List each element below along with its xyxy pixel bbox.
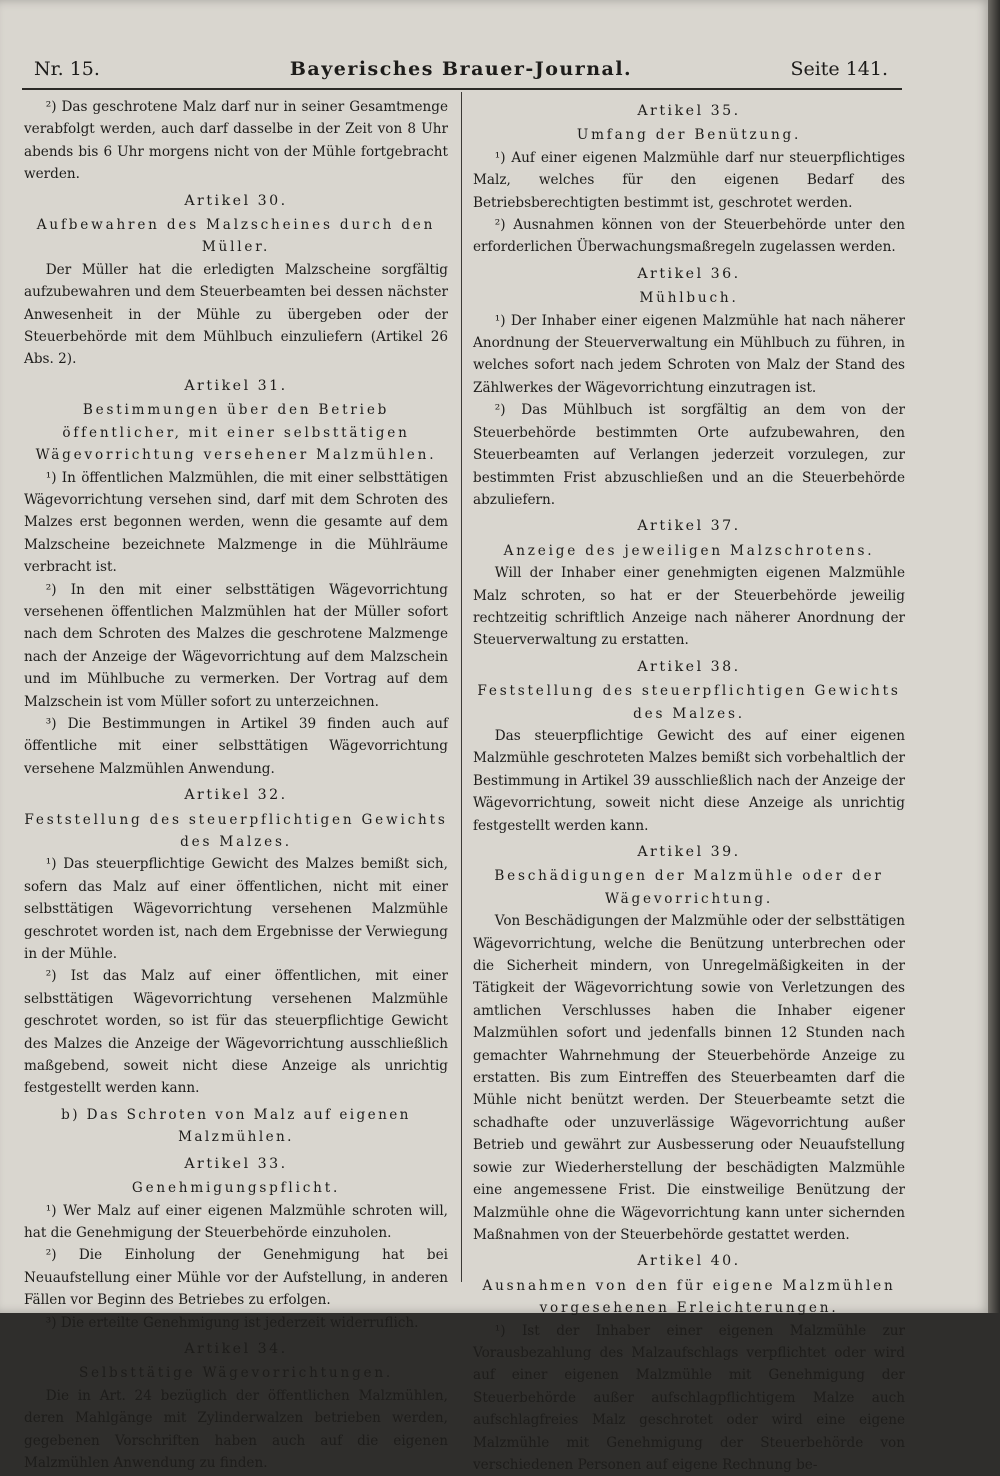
- left-column: [24, 96, 448, 1474]
- paragraph: Will der Inhaber einer genehmigten eigenen Malzmühle Malz schroten, so hat er der Steuerbehörde jeweilig rechtzeitig schriftlich Anzeige nach näherer Anordnung der Steuerverwaltung zu erstatten.: [473, 565, 905, 649]
- article-heading: Artikel 32.: [184, 787, 288, 804]
- article-heading: Artikel 34.: [184, 1340, 288, 1357]
- paragraph: ¹) Ist der Inhaber einer eigenen Malzmühle zur Vorausbezahlung des Malzaufschlags verpflichtet oder wird auf einer eigenen Malzmühle mit Genehmigung der Steuerbehörde außer aufschlagpflichtigem Malze auch aufschlagfreies Malz geschrotet oder wird eine eigene Malzmühle mit Genehmigung der Steuerbehörde von verschiedenen Personen auf eigene Rechnung be-: [473, 1322, 905, 1473]
- paragraph: ²) Die Einholung der Genehmigung hat bei Neuaufstellung einer Mühle vor der Aufstellung, in anderen Fällen vor Beginn des Betriebes zu erfolgen.: [24, 1247, 448, 1309]
- paragraph: ¹) In öffentlichen Malzmühlen, die mit einer selbsttätigen Wägevorrichtung versehen sind, darf mit dem Schroten des Malzes erst begonnen werden, wenn die gesamte auf dem Malzscheine bezeichnete Malzmenge in die Mühlräume verbracht ist.: [24, 469, 448, 576]
- page-number: Seite 141.: [790, 58, 888, 80]
- article-heading: Artikel 39.: [637, 844, 741, 860]
- article-heading: Artikel 36.: [637, 265, 741, 282]
- paragraph: ²) Das Mühlbuch ist sorgfältig an dem von der Steuerbehörde bestimmten Orte aufzubewahren, den Steuerbeamten auf Verlangen jederzeit vorzulegen, zur bestimmten Frist abzuschließen und an die Steuerbehörde abzuliefern.: [473, 402, 905, 508]
- article-title: Feststellung des steuerpflichtigen Gewichts des Malzes.: [477, 683, 901, 722]
- article-heading: Artikel 40.: [637, 1253, 741, 1270]
- issue-number: Nr. 15.: [34, 58, 100, 80]
- column-divider: [461, 92, 462, 1282]
- article-title: Aufbewahren des Malzscheines durch den Müller.: [36, 217, 436, 256]
- paragraph: ²) Ist das Malz auf einer öffentlichen, mit einer selbsttätigen Wägevorrichtung versehenen Malzmühle geschrotet worden, so ist für das steuerpflichtige Gewicht des Malzes die Anzeige der Wägevorrichtung ausschließlich maßgebend, soweit nicht diese Anzeige als unrichtig festgestellt werden kann.: [24, 968, 448, 1097]
- paragraph: ³) Die erteilte Genehmigung ist jederzeit widerruflich.: [45, 1314, 419, 1331]
- article-heading: Artikel 37.: [637, 518, 741, 535]
- page-edge-shadow: [988, 0, 1000, 1313]
- article-heading: Artikel 31.: [184, 377, 288, 394]
- article-heading: Artikel 35.: [637, 103, 741, 119]
- paragraph: ¹) Auf einer eigenen Malzmühle darf nur steuerpflichtiges Malz, welches für den eigenen Bedarf des Betriebsberechtigten bestimmt ist, geschrotet werden.: [473, 149, 905, 211]
- article-title: Selbsttätige Wägevorrichtungen.: [78, 1365, 394, 1382]
- right-column: [473, 96, 905, 1476]
- article-title: Genehmigungspflicht.: [131, 1180, 341, 1197]
- article-title: Mühlbuch.: [639, 290, 739, 307]
- paragraph: Von Beschädigungen der Malzmühle oder der selbsttätigen Wägevorrichtung, welche die Benützung unterbrechen oder die Sicherheit mindern, von Unregelmäßigkeiten in der Tätigkeit der Wägevorrichtung sowie von Verletzungen des amtlichen Verschlusses haben die Inhaber eigener Malzmühlen sofort und jedenfalls binnen 12 Stunden nach gemachter Wahrnehmung der Steuerbehörde Anzeige zu erstatten. Bis zum Eintreffen des Steuerbeamten darf die Mühle nicht benützt werden. Der Steuerbeamte setzt die schadhafte oder unzuverlässige Wägevorrichtung außer Betrieb und gewährt zur Ausbesserung oder Neuaufstellung sowie zur Wiederherstellung der beschädigten Malzmühle eine angemessene Frist. Die einstweilige Benützung der Malzmühle ohne die Wägevorrichtung kann unter sichernden Maßnahmen von der Steuerbehörde gestattet werden.: [473, 913, 905, 1243]
- paragraph: Die in Art. 24 bezüglich der öffentlichen Malzmühlen, deren Mahlgänge mit Zylinderwalzen betrieben werden, gegebenen Vorschriften haben auch auf die eigenen Malzmühlen Anwendung zu finden.: [24, 1387, 448, 1471]
- paragraph: ²) Ausnahmen können von der Steuerbehörde unter den erforderlichen Überwachungsmaßregeln zugelassen werden.: [473, 217, 905, 256]
- paragraph: ²) Das geschrotene Malz darf nur in seiner Gesamtmenge verabfolgt werden, auch darf dasselbe in der Zeit von 8 Uhr abends bis 6 Uhr morgens nicht von der Mühle fortgebracht werden.: [24, 99, 448, 183]
- article-title: Beschädigungen der Malzmühle oder der Wägevorrichtung.: [494, 868, 884, 907]
- paragraph: ¹) Wer Malz auf einer eigenen Malzmühle schroten will, hat die Genehmigung der Steuerbehörde einzuholen.: [24, 1202, 448, 1241]
- paragraph: ¹) Das steuerpflichtige Gewicht des Malzes bemißt sich, sofern das Malz auf einer öffentlichen, nicht mit einer selbsttätigen Wägevorrichtung versehenen Malzmühle geschrotet worden ist, nach dem Ergebnisse der Verwiegung in der Mühle.: [24, 856, 448, 963]
- paragraph: ²) In den mit einer selbsttätigen Wägevorrichtung versehenen öffentlichen Malzmühlen hat der Müller sofort nach dem Schroten des Malzes die geschrotene Malzmenge nach der Anzeige der Wägevorrichtung auf dem Malzschein und im Mühlbuche zu vermerken. Der Vortrag auf dem Malzschein ist vom Müller sofort zu unterzeichnen.: [24, 581, 448, 710]
- journal-title: Bayerisches Brauer-Journal.: [289, 58, 633, 80]
- article-title: Feststellung des steuerpflichtigen Gewichts des Malzes.: [24, 811, 448, 850]
- page-header: [34, 58, 888, 86]
- article-title: Umfang der Benützung.: [576, 127, 802, 144]
- article-title: Ausnahmen von den für eigene Malzmühlen vorgesehenen Erleichterungen.: [482, 1277, 896, 1317]
- paragraph: Das steuerpflichtige Gewicht des auf einer eigenen Malzmühle geschroteten Malzes bemißt sich vorbehaltlich der Bestimmung in Artikel 39 ausschließlich nach der Anzeige der Wägevorrichtung, soweit nicht diese Anzeige als unrichtig festgestellt werden kann.: [473, 727, 905, 834]
- article-heading: Artikel 30.: [184, 192, 288, 209]
- article-title: Anzeige des jeweiligen Malzschrotens.: [503, 542, 875, 559]
- article-title: Bestimmungen über den Betrieb öffentlicher, mit einer selbsttätigen Wägevorrichtung versehener Malzmühlen.: [35, 402, 437, 464]
- article-heading: Artikel 33.: [184, 1155, 288, 1172]
- paragraph: ¹) Der Inhaber einer eigenen Malzmühle hat nach näherer Anordnung der Steuerverwaltung ein Mühlbuch zu führen, in welches sofort nach jedem Schroten von Malz der Stand des Zählwerkes der Wägevorrichtung einzutragen ist.: [473, 312, 905, 396]
- header-rule: [22, 88, 902, 90]
- paragraph: Der Müller hat die erledigten Malzscheine sorgfältig aufzubewahren und dem Steuerbeamten bei dessen nächster Anwesenheit in der Mühle zu übergeben oder der Steuerbehörde mit dem Mühlbuch einzuliefern (Artikel 26 Abs. 2).: [24, 261, 448, 368]
- paragraph: ³) Die Bestimmungen in Artikel 39 finden auch auf öffentliche mit einer selbsttätigen Wägevorrichtung versehene Malzmühlen Anwendung.: [24, 715, 448, 777]
- article-heading: Artikel 38.: [637, 658, 741, 675]
- section-heading: b) Das Schroten von Malz auf eigenen Malzmühlen.: [61, 1106, 411, 1146]
